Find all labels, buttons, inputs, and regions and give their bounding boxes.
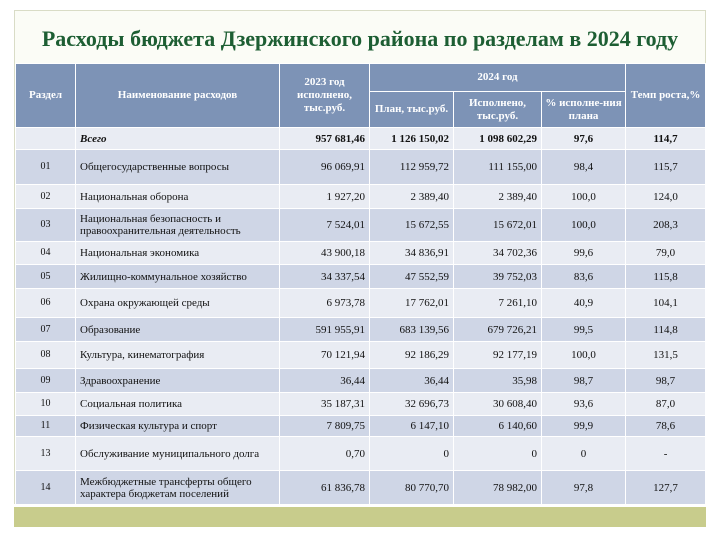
header-section: Раздел (16, 64, 76, 128)
cell-name: Всего (76, 128, 280, 150)
table-row (16, 209, 706, 242)
table-body (16, 128, 706, 505)
cell-2023: 34 337,54 (280, 265, 370, 289)
cell-plan: 47 552,59 (370, 265, 454, 289)
cell-2023: 61 836,78 (280, 471, 370, 505)
cell-name: Культура, кинематография (76, 342, 280, 369)
cell-pct: 99,6 (542, 242, 626, 265)
cell-rate: 104,1 (626, 289, 706, 318)
cell-fact: 679 726,21 (454, 318, 542, 342)
cell-code: 14 (16, 471, 76, 505)
cell-2023: 7 524,01 (280, 209, 370, 242)
cell-pct: 98,7 (542, 369, 626, 393)
cell-fact: 6 140,60 (454, 416, 542, 437)
cell-code: 06 (16, 289, 76, 318)
table-row (16, 150, 706, 185)
header-fact: Исполнено, тыс.руб. (454, 92, 542, 128)
table-row (16, 393, 706, 416)
cell-fact: 34 702,36 (454, 242, 542, 265)
cell-2023: 7 809,75 (280, 416, 370, 437)
cell-code: 04 (16, 242, 76, 265)
header-rate: Темп роста,% (626, 64, 706, 128)
cell-code: 07 (16, 318, 76, 342)
table-row (16, 242, 706, 265)
cell-rate: 98,7 (626, 369, 706, 393)
cell-name: Охрана окружающей среды (76, 289, 280, 318)
cell-rate: 208,3 (626, 209, 706, 242)
cell-name: Национальная экономика (76, 242, 280, 265)
cell-2023: 36,44 (280, 369, 370, 393)
cell-code: 05 (16, 265, 76, 289)
cell-2023: 0,70 (280, 437, 370, 471)
cell-pct: 93,6 (542, 393, 626, 416)
cell-name: Здравоохранение (76, 369, 280, 393)
cell-2023: 35 187,31 (280, 393, 370, 416)
cell-pct: 83,6 (542, 265, 626, 289)
cell-code (16, 128, 76, 150)
cell-pct: 99,5 (542, 318, 626, 342)
table-row-total (16, 128, 706, 150)
cell-pct: 0 (542, 437, 626, 471)
header-name: Наименование расходов (76, 64, 280, 128)
cell-2023: 6 973,78 (280, 289, 370, 318)
table-row (16, 369, 706, 393)
cell-rate: 78,6 (626, 416, 706, 437)
bottom-bar (14, 507, 706, 527)
cell-name: Межбюджетные трансферты общего характера бюджетам поселений (76, 471, 280, 505)
cell-2023: 96 069,91 (280, 150, 370, 185)
cell-name: Обслуживание муниципального долга (76, 437, 280, 471)
cell-code: 01 (16, 150, 76, 185)
cell-fact: 78 982,00 (454, 471, 542, 505)
cell-plan: 15 672,55 (370, 209, 454, 242)
cell-fact: 2 389,40 (454, 185, 542, 209)
cell-fact: 92 177,19 (454, 342, 542, 369)
cell-pct: 100,0 (542, 185, 626, 209)
cell-fact: 0 (454, 437, 542, 471)
cell-name: Социальная политика (76, 393, 280, 416)
table-row (16, 416, 706, 437)
cell-rate: 127,7 (626, 471, 706, 505)
cell-plan: 6 147,10 (370, 416, 454, 437)
cell-plan: 34 836,91 (370, 242, 454, 265)
cell-rate: 114,8 (626, 318, 706, 342)
cell-fact: 30 608,40 (454, 393, 542, 416)
cell-rate: 115,7 (626, 150, 706, 185)
cell-rate: 124,0 (626, 185, 706, 209)
cell-plan: 0 (370, 437, 454, 471)
page-title: Расходы бюджета Дзержинского района по разделам в 2024 году (41, 26, 679, 51)
cell-pct: 100,0 (542, 342, 626, 369)
table-row (16, 342, 706, 369)
cell-plan: 32 696,73 (370, 393, 454, 416)
cell-rate: 131,5 (626, 342, 706, 369)
cell-plan: 683 139,56 (370, 318, 454, 342)
cell-code: 03 (16, 209, 76, 242)
table-row (16, 471, 706, 505)
table-row (16, 437, 706, 471)
cell-2023: 957 681,46 (280, 128, 370, 150)
cell-2023: 1 927,20 (280, 185, 370, 209)
cell-plan: 80 770,70 (370, 471, 454, 505)
cell-pct: 99,9 (542, 416, 626, 437)
cell-rate: 87,0 (626, 393, 706, 416)
budget-table (15, 63, 706, 505)
cell-fact: 111 155,00 (454, 150, 542, 185)
header-2023: 2023 год исполнено, тыс.руб. (280, 64, 370, 128)
cell-plan: 1 126 150,02 (370, 128, 454, 150)
cell-pct: 97,6 (542, 128, 626, 150)
header-2024: 2024 год (370, 64, 626, 92)
cell-rate: 114,7 (626, 128, 706, 150)
budget-table-container (15, 63, 705, 505)
cell-2023: 43 900,18 (280, 242, 370, 265)
cell-code: 02 (16, 185, 76, 209)
cell-name: Национальная безопасность и правоохранительная деятельность (76, 209, 280, 242)
cell-code: 11 (16, 416, 76, 437)
cell-rate: 79,0 (626, 242, 706, 265)
cell-rate: 115,8 (626, 265, 706, 289)
cell-fact: 39 752,03 (454, 265, 542, 289)
cell-rate: - (626, 437, 706, 471)
cell-pct: 97,8 (542, 471, 626, 505)
cell-fact: 35,98 (454, 369, 542, 393)
cell-fact: 15 672,01 (454, 209, 542, 242)
cell-plan: 2 389,40 (370, 185, 454, 209)
header-plan: План, тыс.руб. (370, 92, 454, 128)
cell-plan: 112 959,72 (370, 150, 454, 185)
cell-pct: 98,4 (542, 150, 626, 185)
cell-name: Национальная оборона (76, 185, 280, 209)
cell-name: Общегосударственные вопросы (76, 150, 280, 185)
cell-code: 09 (16, 369, 76, 393)
cell-name: Образование (76, 318, 280, 342)
cell-code: 13 (16, 437, 76, 471)
cell-pct: 100,0 (542, 209, 626, 242)
cell-plan: 17 762,01 (370, 289, 454, 318)
cell-code: 08 (16, 342, 76, 369)
cell-fact: 7 261,10 (454, 289, 542, 318)
cell-plan: 36,44 (370, 369, 454, 393)
cell-code: 10 (16, 393, 76, 416)
cell-plan: 92 186,29 (370, 342, 454, 369)
cell-pct: 40,9 (542, 289, 626, 318)
header-pct: % исполне-ния плана (542, 92, 626, 128)
cell-2023: 70 121,94 (280, 342, 370, 369)
cell-fact: 1 098 602,29 (454, 128, 542, 150)
cell-name: Жилищно-коммунальное хозяйство (76, 265, 280, 289)
table-row (16, 185, 706, 209)
table-row (16, 318, 706, 342)
cell-name: Физическая культура и спорт (76, 416, 280, 437)
table-row (16, 289, 706, 318)
cell-2023: 591 955,91 (280, 318, 370, 342)
table-row (16, 265, 706, 289)
